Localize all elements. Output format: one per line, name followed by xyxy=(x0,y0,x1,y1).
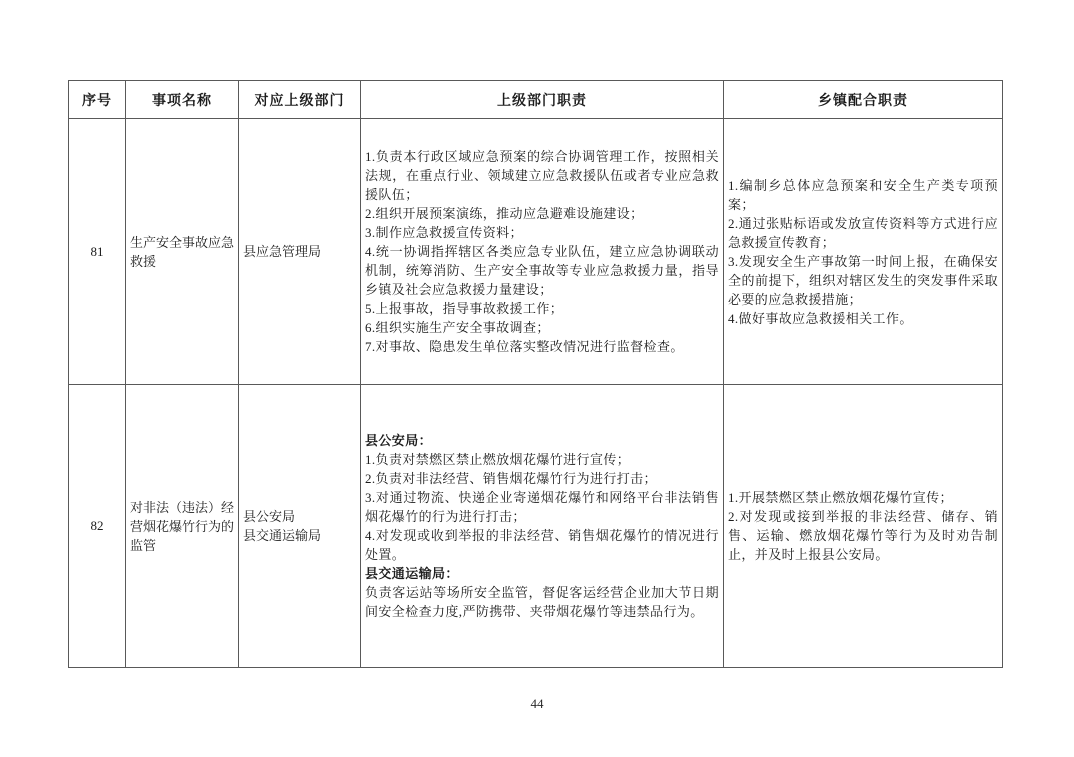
col-header-item-name: 事项名称 xyxy=(126,81,239,119)
row-81-item-name: 生产安全事故应急救援 xyxy=(126,119,239,385)
row-82-item-name: 对非法（违法）经营烟花爆竹行为的监管 xyxy=(126,385,239,668)
responsibilities-table xyxy=(68,80,1003,668)
duty-item: 2.通过张贴标语或发放宣传资料等方式进行应急救援宣传教育； xyxy=(728,215,998,250)
col-header-department: 对应上级部门 xyxy=(239,81,361,119)
department-line: 县应急管理局 xyxy=(243,244,322,259)
duty-item: 4.做好事故应急救援相关工作。 xyxy=(728,310,913,326)
col-header-superior-duties: 上级部门职责 xyxy=(361,81,724,119)
duty-item: 负责客运站等场所安全监管，督促客运经营企业加大节日期间安全检查力度,严防携带、夹带烟花爆竹等违禁品行为。 xyxy=(365,585,719,619)
table-header-row xyxy=(69,81,1003,119)
row-81-township-duties xyxy=(724,119,1003,385)
row-81-index: 81 xyxy=(69,119,126,385)
col-header-index: 序号 xyxy=(69,81,126,119)
duty-item: 1.编制乡总体应急预案和安全生产类专项预案； xyxy=(728,177,998,212)
duty-item: 4.统一协调指挥辖区各类应急专业队伍，建立应急协调联动机制，统筹消防、生产安全事故等专业应急救援力量，指导乡镇及社会应急救援力量建设； xyxy=(365,244,719,297)
col-header-township-duties: 乡镇配合职责 xyxy=(724,81,1003,119)
page-number: 44 xyxy=(530,696,544,711)
row-82-index: 82 xyxy=(69,385,126,668)
duty-item: 2.组织开展预案演练，推动应急避难设施建设； xyxy=(365,206,644,221)
row-82-superior-duties xyxy=(361,385,724,668)
table-row-81 xyxy=(69,119,1003,385)
row-81-superior-duties xyxy=(361,119,724,385)
row-82-township-duties xyxy=(724,385,1003,668)
duty-item: 6.组织实施生产安全事故调查； xyxy=(365,320,550,335)
row-81-department xyxy=(239,119,361,385)
duty-item: 1.负责本行政区域应急预案的综合协调管理工作，按照相关法规，在重点行业、领域建立应急救援队伍或者专业应急救援队伍； xyxy=(365,149,719,202)
department-line: 县交通运输局 xyxy=(243,528,322,543)
row-82-department xyxy=(239,385,361,668)
duty-item: 5.上报事故，指导事故救援工作； xyxy=(365,301,564,316)
duty-section-heading: 县公安局： xyxy=(365,433,433,448)
duty-item: 2.对发现或接到举报的非法经营、储存、销售、运输、燃放烟花爆竹等行为及时劝告制止，并及时上报县公安局。 xyxy=(728,509,998,562)
duty-item: 1.开展禁燃区禁止燃放烟花爆竹宣传； xyxy=(728,490,953,505)
duty-item: 1.负责对禁燃区禁止燃放烟花爆竹进行宣传； xyxy=(365,452,631,467)
department-line: 县公安局 xyxy=(243,509,296,524)
duty-item: 7.对事故、隐患发生单位落实整改情况进行监督检查。 xyxy=(365,339,684,354)
duty-item: 2.负责对非法经营、销售烟花爆竹行为进行打击； xyxy=(365,471,657,486)
duty-item: 3.发现安全生产事故第一时间上报，在确保安全的前提下，组织对辖区发生的突发事件采取必要的应急救援措施； xyxy=(728,253,998,307)
duty-item: 3.制作应急救援宣传资料； xyxy=(365,225,523,240)
table-row-82 xyxy=(69,385,1003,668)
duty-item: 4.对发现或收到举报的非法经营、销售烟花爆竹的情况进行处置。 xyxy=(365,528,719,562)
duty-item: 3.对通过物流、快递企业寄递烟花爆竹和网络平台非法销售烟花爆竹的行为进行打击； xyxy=(365,490,719,524)
duty-section-heading: 县交通运输局： xyxy=(365,566,459,581)
